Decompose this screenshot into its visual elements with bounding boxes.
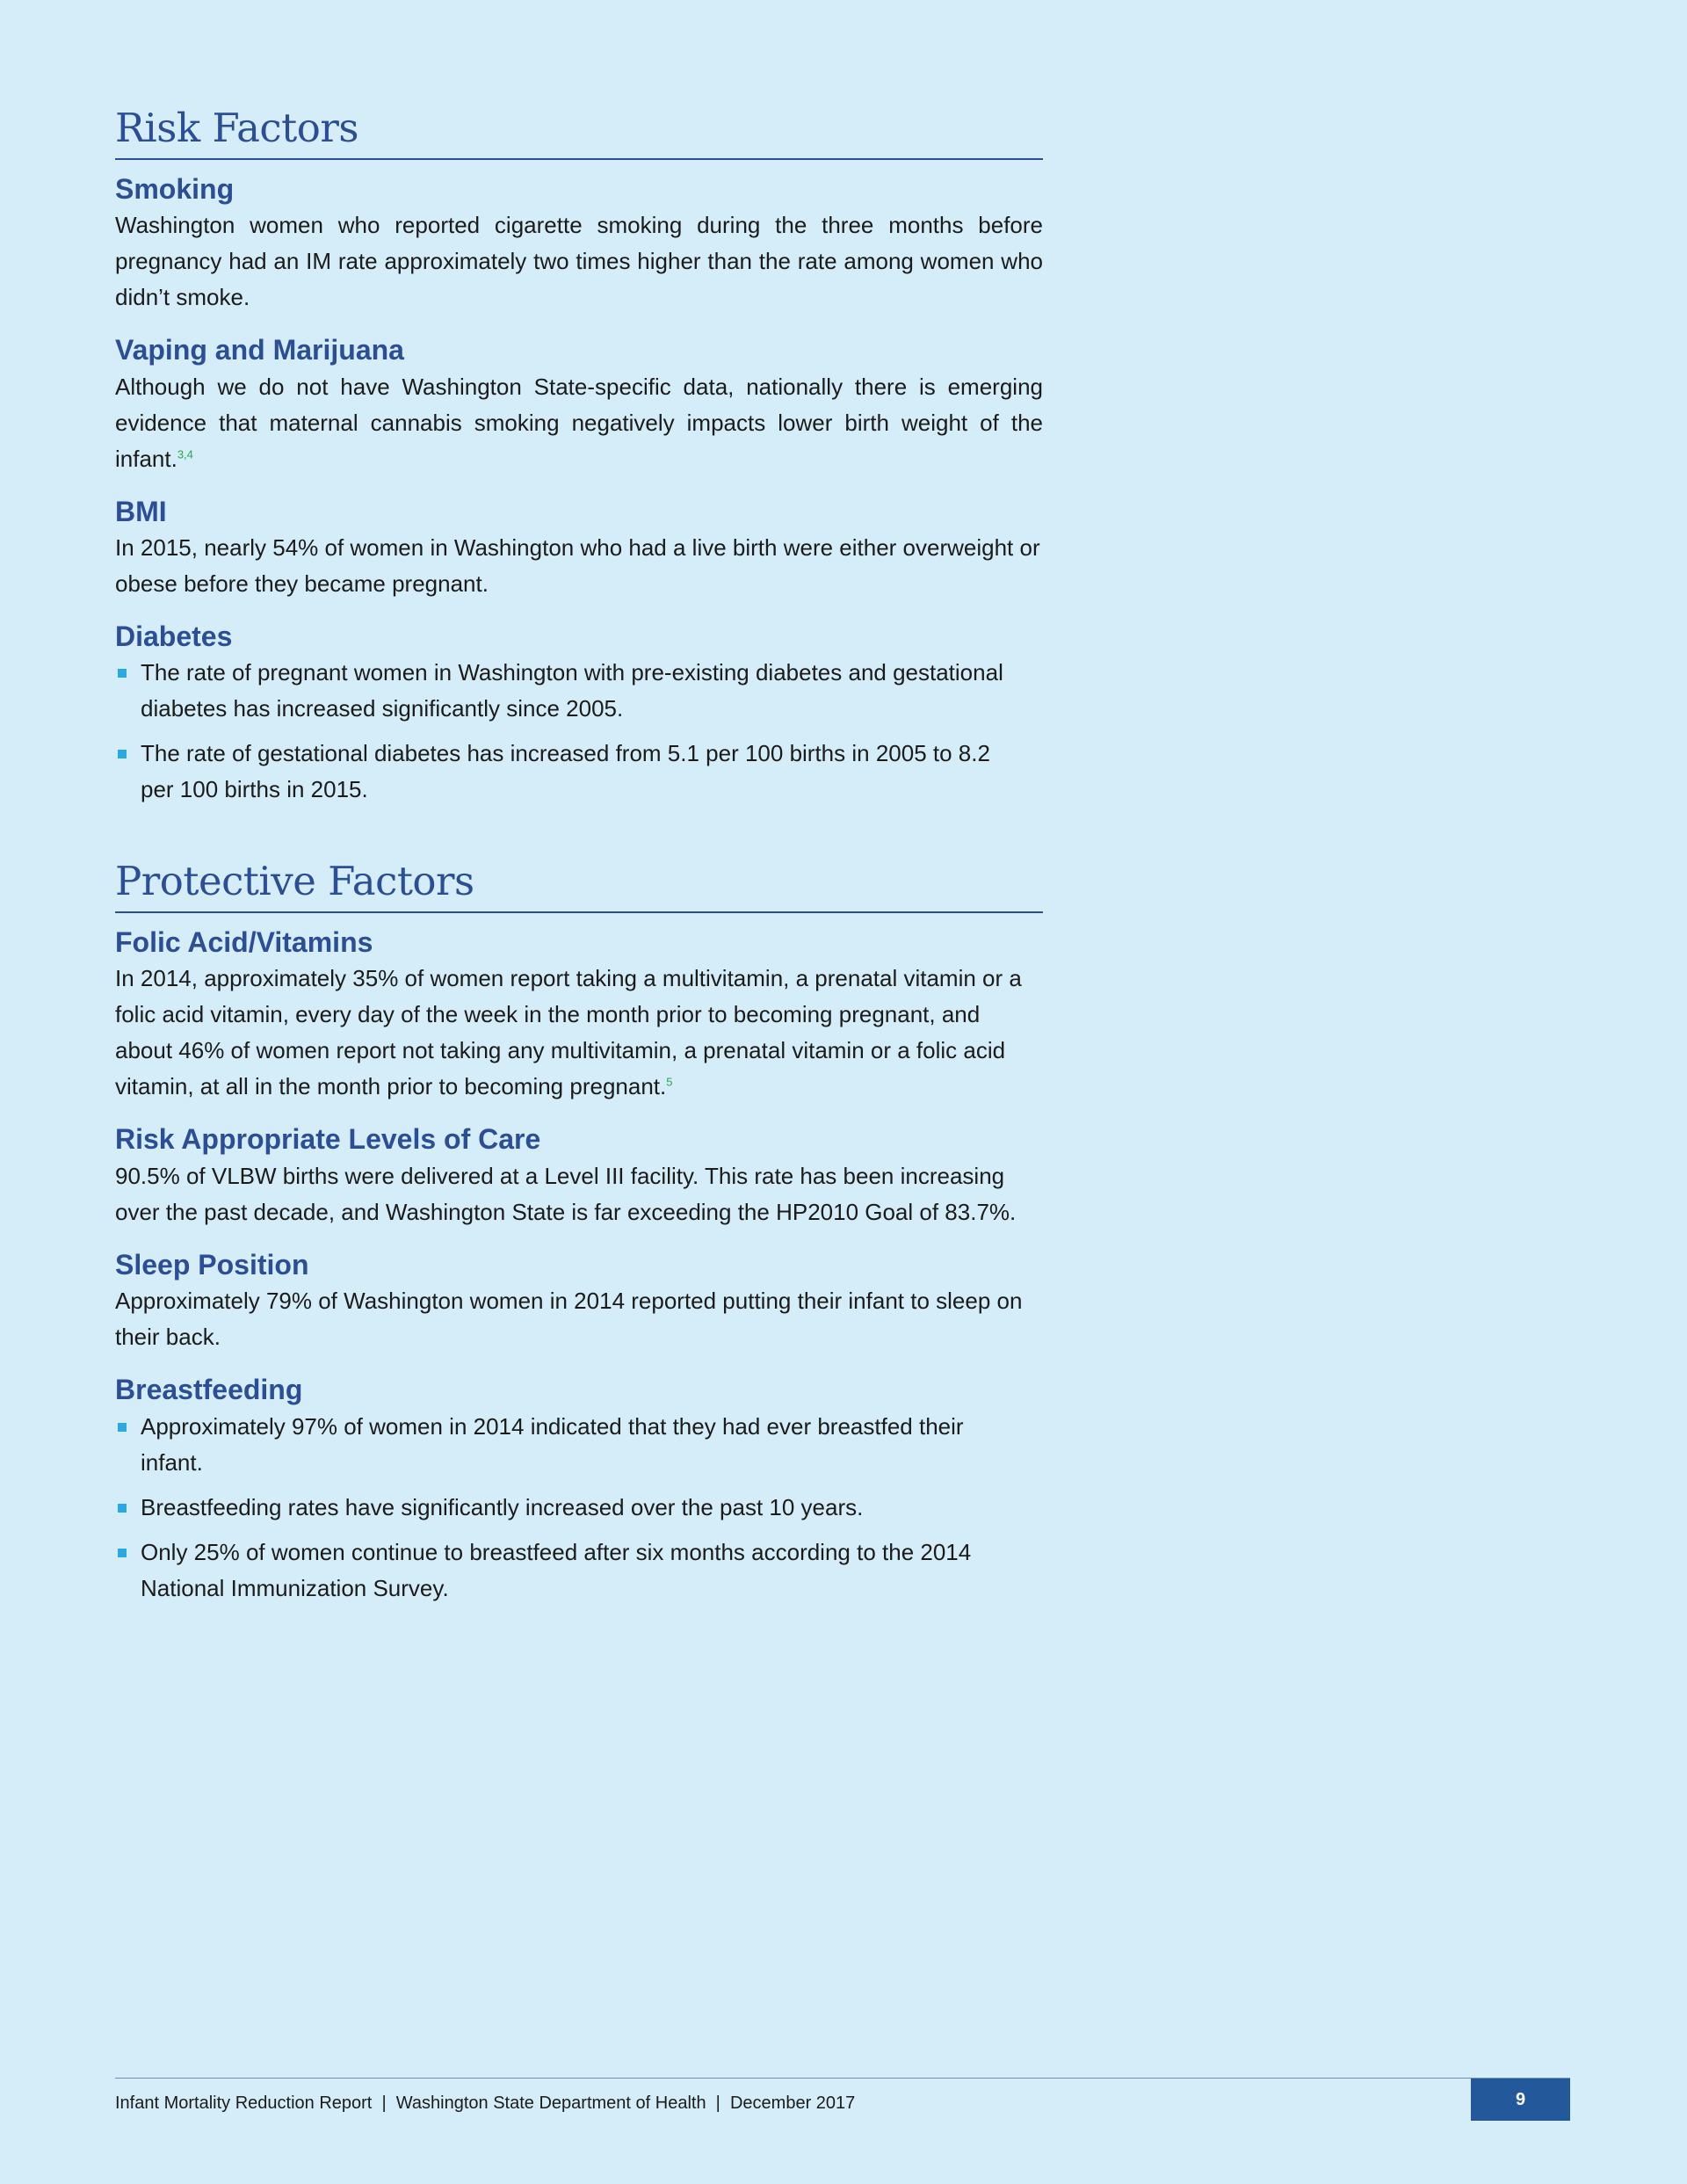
list-item-text: Breastfeeding rates have significantly increased over the past 10 years. bbox=[141, 1493, 864, 1520]
list-item-text: Only 25% of women continue to breastfeed after six months according to the 2014 National Immunization Survey. bbox=[141, 1538, 972, 1601]
footer-text: Infant Mortality Reduction Report | Washington State Department of Health | December 2017 bbox=[115, 2093, 856, 2113]
list-item-text: The rate of gestational diabetes has increased from 5.1 per 100 births in 2005 to 8.2 per 100 births in 2015. bbox=[141, 740, 990, 803]
list-item bbox=[115, 1490, 1019, 1526]
protective-factors-title: Protective Factors bbox=[115, 859, 1043, 913]
main-content bbox=[115, 105, 1043, 1615]
footer-divider bbox=[115, 2078, 1570, 2079]
square-bullet-icon bbox=[118, 750, 127, 758]
square-bullet-icon bbox=[118, 1504, 127, 1513]
diabetes-heading: Diabetes bbox=[115, 620, 233, 652]
risk-factors-title: Risk Factors bbox=[115, 105, 1043, 160]
bmi-paragraph: In 2015, nearly 54% of women in Washington who had a live birth were either overweight or obese before they became pregnant. bbox=[115, 533, 1040, 597]
vaping-heading: Vaping and Marijuana bbox=[115, 334, 404, 366]
folic-acid-footnote-ref[interactable]: 5 bbox=[666, 1075, 673, 1089]
list-item-text: The rate of pregnant women in Washington with pre-existing diabetes and gestational diabetes has increased significantly since 2005. bbox=[141, 659, 1003, 722]
levels-of-care-heading: Risk Appropriate Levels of Care bbox=[115, 1123, 541, 1156]
square-bullet-icon bbox=[118, 1549, 127, 1557]
list-item bbox=[115, 655, 1019, 727]
sleep-position-paragraph: Approximately 79% of Washington women in 2014 reported putting their infant to sleep on their back. bbox=[115, 1288, 1023, 1351]
breastfeeding-heading: Breastfeeding bbox=[115, 1374, 303, 1406]
square-bullet-icon bbox=[118, 669, 127, 678]
smoking-paragraph: Washington women who reported cigarette smoking during the three months before pregnancy had an IM rate approximately two times higher than the rate among women who didn’t smoke. bbox=[115, 212, 1043, 311]
folic-acid-heading: Folic Acid/Vitamins bbox=[115, 926, 373, 959]
list-item bbox=[115, 1409, 1019, 1481]
vaping-footnote-ref[interactable]: 3,4 bbox=[177, 446, 193, 461]
breastfeeding-list bbox=[115, 1409, 1043, 1607]
vaping-text: Although we do not have Washington State-specific data, nationally there is emerging evidence that maternal cannabis smoking negatively impacts lower birth weight of the infant. bbox=[115, 373, 1043, 472]
list-item-text: Approximately 97% of women in 2014 indicated that they had ever breastfed their infant. bbox=[141, 1412, 964, 1476]
page-number-badge: 9 bbox=[1471, 2079, 1570, 2121]
folic-acid-text: In 2014, approximately 35% of women report taking a multivitamin, a prenatal vitamin or a folic acid vitamin, every day of the week in the month prior to becoming pregnant, and about 46% of women report not taking any multivitamin, a prenatal vitamin or a folic acid vitamin, at all in the month prior to becoming pregnant. bbox=[115, 965, 1022, 1100]
diabetes-list bbox=[115, 655, 1043, 808]
folic-acid-paragraph bbox=[115, 961, 1043, 1105]
square-bullet-icon bbox=[118, 1423, 127, 1432]
list-item bbox=[115, 1535, 1019, 1607]
vaping-paragraph bbox=[115, 369, 1043, 477]
smoking-heading: Smoking bbox=[115, 172, 235, 205]
bmi-heading: BMI bbox=[115, 495, 167, 527]
sleep-position-heading: Sleep Position bbox=[115, 1248, 309, 1281]
list-item bbox=[115, 736, 1019, 808]
levels-of-care-paragraph: 90.5% of VLBW births were delivered at a Level III facility. This rate has been increasing over the past decade, and Washington State is far exceeding the HP2010 Goal of 83.7%. bbox=[115, 1162, 1017, 1225]
